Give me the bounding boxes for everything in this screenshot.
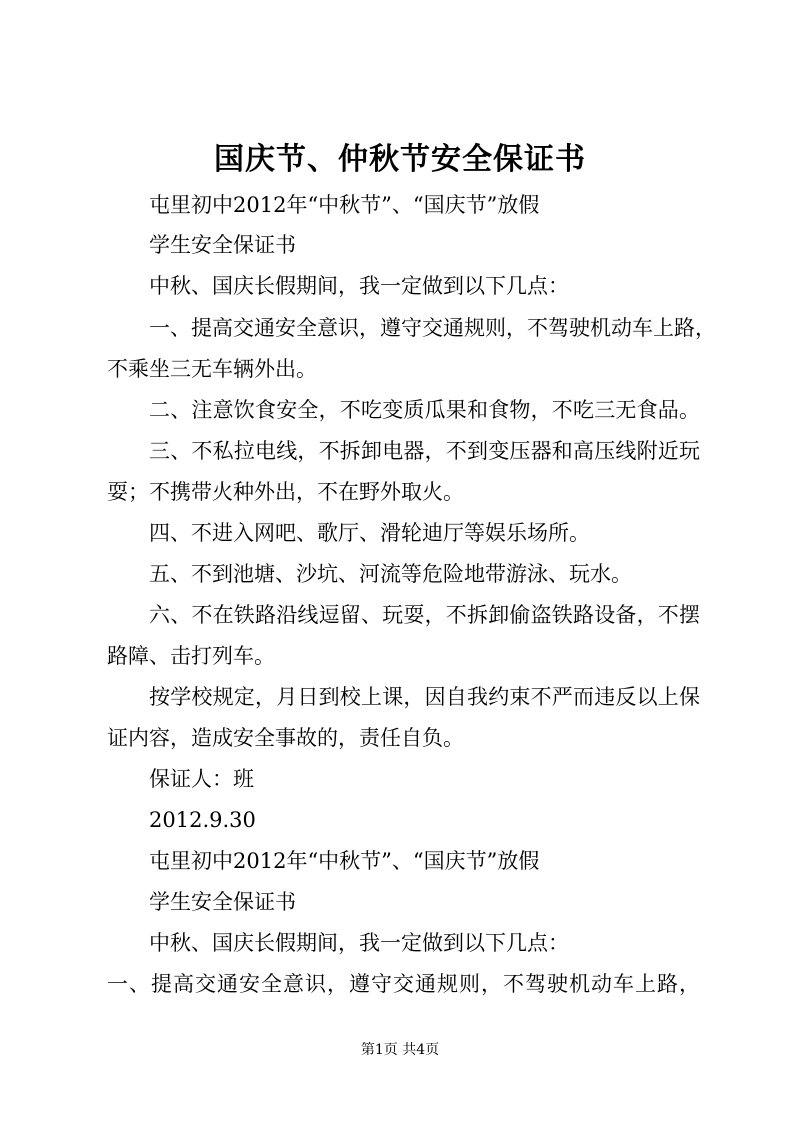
text-line-item-6-cont: 路障、击打列车。	[107, 644, 275, 668]
text-line-item-5: 五、不到池塘、沙坑、河流等危险地带游泳、玩水。	[149, 562, 632, 586]
text-line-item-1: 一、提高交通安全意识，遵守交通规则，不驾驶机动车上路，	[149, 316, 716, 340]
document-title: 国庆节、仲秋节安全保证书	[214, 142, 586, 177]
text-line-school-heading: 屯里初中2012年“中秋节”、“国庆节”放假	[149, 193, 540, 217]
text-line-date: 2012.9.30	[149, 808, 256, 832]
text-line-item-3: 三、不私拉电线，不拆卸电器，不到变压器和高压线附近玩	[149, 439, 700, 463]
text-line-subtitle-repeat: 学生安全保证书	[149, 890, 296, 914]
text-line-rules-cont: 证内容，造成安全事故的，责任自负。	[107, 726, 464, 750]
text-line-item-2: 二、注意饮食安全，不吃变质瓜果和食物，不吃三无食品。	[149, 398, 700, 422]
text-line-rules: 按学校规定，月日到校上课，因自我约束不严而违反以上保	[149, 685, 700, 709]
text-line-guarantor: 保证人：班	[149, 767, 254, 791]
text-line-item-6: 六、不在铁路沿线逗留、玩耍，不拆卸偷盗铁路设备，不摆	[149, 603, 700, 627]
text-line-item-3-cont: 耍；不携带火种外出，不在野外取火。	[107, 480, 464, 504]
text-line-intro: 中秋、国庆长假期间，我一定做到以下几点：	[149, 274, 569, 298]
text-line-intro-repeat: 中秋、国庆长假期间，我一定做到以下几点：	[149, 931, 569, 955]
text-line-school-heading-repeat: 屯里初中2012年“中秋节”、“国庆节”放假	[149, 849, 540, 873]
text-line-item-1-cont: 不乘坐三无车辆外出。	[107, 357, 317, 381]
text-line-item-4: 四、不进入网吧、歌厅、滑轮迪厅等娱乐场所。	[149, 521, 590, 545]
text-line-item-1-repeat: 一、提高交通安全意识，遵守交通规则，不驾驶机动车上路，	[107, 972, 700, 996]
page-footer: 第1页 共4页	[360, 1042, 440, 1058]
text-line-subtitle: 学生安全保证书	[149, 233, 296, 257]
